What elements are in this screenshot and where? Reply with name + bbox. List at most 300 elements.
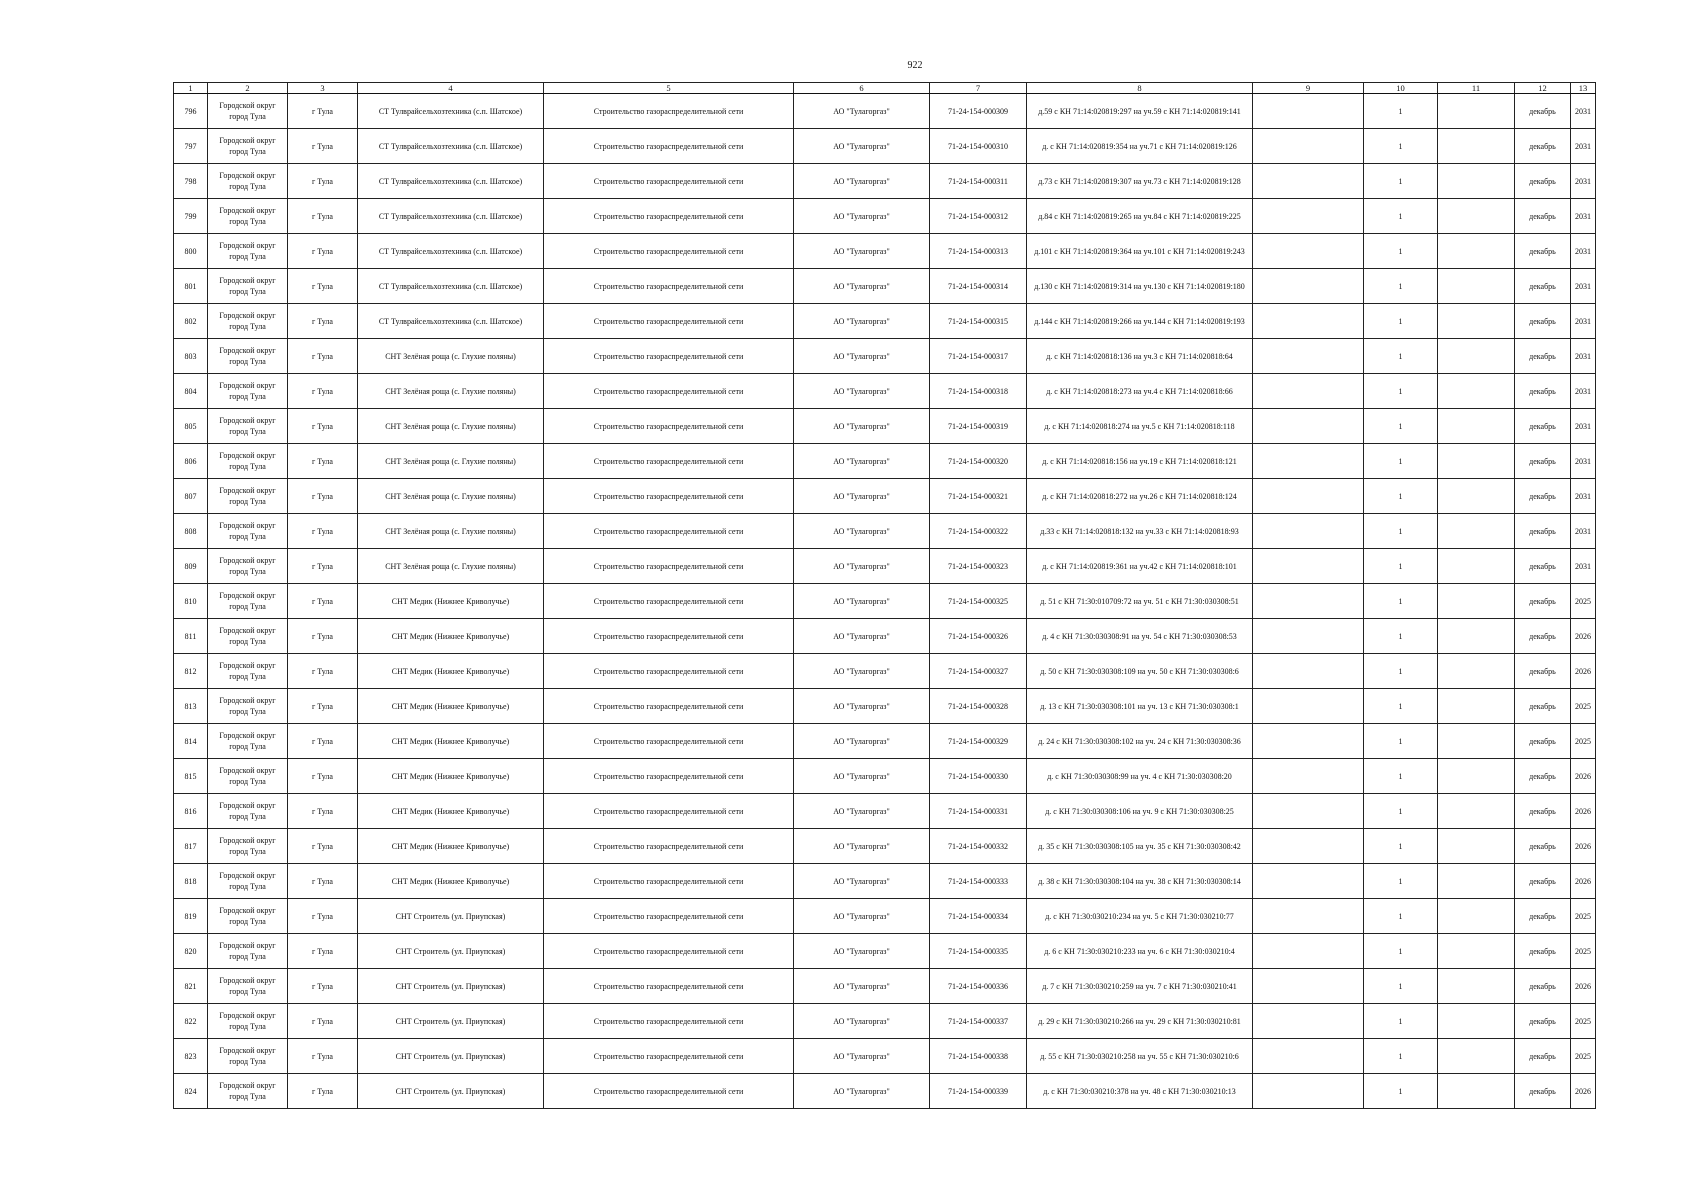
column-9-cell bbox=[1253, 1039, 1364, 1074]
column-9-cell bbox=[1253, 689, 1364, 724]
city-cell: г Тула bbox=[288, 759, 358, 794]
row-number-cell: 804 bbox=[174, 374, 208, 409]
work-type-cell: Строительство газораспределительной сети bbox=[544, 1039, 794, 1074]
table-row bbox=[174, 164, 1596, 199]
column-11-cell bbox=[1438, 199, 1515, 234]
cadastral-info-cell: д. с КН 71:14:020818:273 на уч.4 с КН 71:14:020818:66 bbox=[1027, 374, 1253, 409]
registry-code-cell: 71-24-154-000329 bbox=[930, 724, 1027, 759]
registry-code-cell: 71-24-154-000319 bbox=[930, 409, 1027, 444]
column-header-7: 7 bbox=[930, 83, 1027, 94]
registry-code-cell: 71-24-154-000323 bbox=[930, 549, 1027, 584]
work-type-cell: Строительство газораспределительной сети bbox=[544, 724, 794, 759]
cadastral-info-cell: д. 29 с КН 71:30:030210:266 на уч. 29 с КН 71:30:030210:81 bbox=[1027, 1004, 1253, 1039]
work-type-cell: Строительство газораспределительной сети bbox=[544, 269, 794, 304]
quantity-cell: 1 bbox=[1364, 444, 1438, 479]
registry-code-cell: 71-24-154-000321 bbox=[930, 479, 1027, 514]
work-type-cell: Строительство газораспределительной сети bbox=[544, 199, 794, 234]
district-cell: Городской округ город Тула bbox=[208, 374, 288, 409]
district-cell: Городской округ город Тула bbox=[208, 794, 288, 829]
city-cell: г Тула bbox=[288, 129, 358, 164]
column-11-cell bbox=[1438, 689, 1515, 724]
column-header-13: 13 bbox=[1571, 83, 1596, 94]
work-type-cell: Строительство газораспределительной сети bbox=[544, 899, 794, 934]
city-cell: г Тула bbox=[288, 444, 358, 479]
column-header-1: 1 bbox=[174, 83, 208, 94]
table-row bbox=[174, 724, 1596, 759]
column-header-8: 8 bbox=[1027, 83, 1253, 94]
column-9-cell bbox=[1253, 444, 1364, 479]
settlement-name-cell: СНТ Медик (Нижнее Криволучье) bbox=[358, 619, 544, 654]
district-cell: Городской округ город Тула bbox=[208, 444, 288, 479]
settlement-name-cell: СНТ Зелёная роща (с. Глухие поляны) bbox=[358, 479, 544, 514]
district-cell: Городской округ город Тула bbox=[208, 584, 288, 619]
table-row bbox=[174, 829, 1596, 864]
work-type-cell: Строительство газораспределительной сети bbox=[544, 444, 794, 479]
organization-cell: АО "Тулагоргаз" bbox=[794, 899, 930, 934]
cadastral-info-cell: д. 6 с КН 71:30:030210:233 на уч. 6 с КН 71:30:030210:4 bbox=[1027, 934, 1253, 969]
organization-cell: АО "Тулагоргаз" bbox=[794, 829, 930, 864]
registry-code-cell: 71-24-154-000338 bbox=[930, 1039, 1027, 1074]
column-number-header bbox=[174, 83, 1596, 94]
year-cell: 2026 bbox=[1571, 864, 1596, 899]
work-type-cell: Строительство газораспределительной сети bbox=[544, 829, 794, 864]
column-11-cell bbox=[1438, 829, 1515, 864]
row-number-cell: 798 bbox=[174, 164, 208, 199]
registry-code-cell: 71-24-154-000331 bbox=[930, 794, 1027, 829]
work-type-cell: Строительство газораспределительной сети bbox=[544, 584, 794, 619]
year-cell: 2025 bbox=[1571, 1039, 1596, 1074]
year-cell: 2031 bbox=[1571, 129, 1596, 164]
column-11-cell bbox=[1438, 549, 1515, 584]
work-type-cell: Строительство газораспределительной сети bbox=[544, 409, 794, 444]
column-header-2: 2 bbox=[208, 83, 288, 94]
settlement-name-cell: СТ Тулврайсельхозтехника (с.п. Шатское) bbox=[358, 129, 544, 164]
registry-code-cell: 71-24-154-000315 bbox=[930, 304, 1027, 339]
cadastral-info-cell: д. с КН 71:30:030210:378 на уч. 48 с КН 71:30:030210:13 bbox=[1027, 1074, 1253, 1109]
row-number-cell: 805 bbox=[174, 409, 208, 444]
registry-code-cell: 71-24-154-000339 bbox=[930, 1074, 1027, 1109]
quantity-cell: 1 bbox=[1364, 619, 1438, 654]
row-number-cell: 809 bbox=[174, 549, 208, 584]
row-number-cell: 799 bbox=[174, 199, 208, 234]
year-cell: 2031 bbox=[1571, 479, 1596, 514]
row-number-cell: 802 bbox=[174, 304, 208, 339]
row-number-cell: 821 bbox=[174, 969, 208, 1004]
column-9-cell bbox=[1253, 269, 1364, 304]
organization-cell: АО "Тулагоргаз" bbox=[794, 269, 930, 304]
district-cell: Городской округ город Тула bbox=[208, 934, 288, 969]
row-number-cell: 814 bbox=[174, 724, 208, 759]
column-9-cell bbox=[1253, 129, 1364, 164]
settlement-name-cell: СНТ Строитель (ул. Приупская) bbox=[358, 1039, 544, 1074]
row-number-cell: 818 bbox=[174, 864, 208, 899]
settlement-name-cell: СНТ Зелёная роща (с. Глухие поляны) bbox=[358, 514, 544, 549]
cadastral-info-cell: д.73 с КН 71:14:020819:307 на уч.73 с КН 71:14:020819:128 bbox=[1027, 164, 1253, 199]
row-number-cell: 815 bbox=[174, 759, 208, 794]
year-cell: 2025 bbox=[1571, 584, 1596, 619]
row-number-cell: 819 bbox=[174, 899, 208, 934]
column-11-cell bbox=[1438, 129, 1515, 164]
work-type-cell: Строительство газораспределительной сети bbox=[544, 969, 794, 1004]
organization-cell: АО "Тулагоргаз" bbox=[794, 199, 930, 234]
column-11-cell bbox=[1438, 619, 1515, 654]
column-9-cell bbox=[1253, 479, 1364, 514]
organization-cell: АО "Тулагоргаз" bbox=[794, 794, 930, 829]
column-header-5: 5 bbox=[544, 83, 794, 94]
work-type-cell: Строительство газораспределительной сети bbox=[544, 794, 794, 829]
settlement-name-cell: СНТ Медик (Нижнее Криволучье) bbox=[358, 654, 544, 689]
cadastral-info-cell: д.144 с КН 71:14:020819:266 на уч.144 с КН 71:14:020819:193 bbox=[1027, 304, 1253, 339]
quantity-cell: 1 bbox=[1364, 934, 1438, 969]
registry-code-cell: 71-24-154-000333 bbox=[930, 864, 1027, 899]
month-cell: декабрь bbox=[1515, 689, 1571, 724]
table-row bbox=[174, 304, 1596, 339]
column-11-cell bbox=[1438, 304, 1515, 339]
district-cell: Городской округ город Тула bbox=[208, 689, 288, 724]
column-header-4: 4 bbox=[358, 83, 544, 94]
organization-cell: АО "Тулагоргаз" bbox=[794, 444, 930, 479]
month-cell: декабрь bbox=[1515, 584, 1571, 619]
column-header-6: 6 bbox=[794, 83, 930, 94]
registry-code-cell: 71-24-154-000322 bbox=[930, 514, 1027, 549]
month-cell: декабрь bbox=[1515, 864, 1571, 899]
organization-cell: АО "Тулагоргаз" bbox=[794, 1039, 930, 1074]
quantity-cell: 1 bbox=[1364, 759, 1438, 794]
table-row bbox=[174, 549, 1596, 584]
district-cell: Городской округ город Тула bbox=[208, 969, 288, 1004]
organization-cell: АО "Тулагоргаз" bbox=[794, 864, 930, 899]
settlement-name-cell: СТ Тулврайсельхозтехника (с.п. Шатское) bbox=[358, 164, 544, 199]
work-type-cell: Строительство газораспределительной сети bbox=[544, 864, 794, 899]
row-number-cell: 806 bbox=[174, 444, 208, 479]
registry-code-cell: 71-24-154-000318 bbox=[930, 374, 1027, 409]
district-cell: Городской округ город Тула bbox=[208, 759, 288, 794]
month-cell: декабрь bbox=[1515, 619, 1571, 654]
cadastral-info-cell: д. с КН 71:14:020819:354 на уч.71 с КН 71:14:020819:126 bbox=[1027, 129, 1253, 164]
organization-cell: АО "Тулагоргаз" bbox=[794, 164, 930, 199]
district-cell: Городской округ город Тула bbox=[208, 199, 288, 234]
table-row bbox=[174, 234, 1596, 269]
district-cell: Городской округ город Тула bbox=[208, 164, 288, 199]
table-row bbox=[174, 374, 1596, 409]
cadastral-info-cell: д. 35 с КН 71:30:030308:105 на уч. 35 с КН 71:30:030308:42 bbox=[1027, 829, 1253, 864]
city-cell: г Тула bbox=[288, 969, 358, 1004]
column-11-cell bbox=[1438, 94, 1515, 129]
settlement-name-cell: СТ Тулврайсельхозтехника (с.п. Шатское) bbox=[358, 94, 544, 129]
column-header-9: 9 bbox=[1253, 83, 1364, 94]
settlement-name-cell: СНТ Медик (Нижнее Криволучье) bbox=[358, 864, 544, 899]
district-cell: Городской округ город Тула bbox=[208, 514, 288, 549]
organization-cell: АО "Тулагоргаз" bbox=[794, 724, 930, 759]
column-11-cell bbox=[1438, 514, 1515, 549]
row-number-cell: 813 bbox=[174, 689, 208, 724]
column-11-cell bbox=[1438, 164, 1515, 199]
registry-code-cell: 71-24-154-000311 bbox=[930, 164, 1027, 199]
year-cell: 2026 bbox=[1571, 829, 1596, 864]
quantity-cell: 1 bbox=[1364, 129, 1438, 164]
district-cell: Городской округ город Тула bbox=[208, 619, 288, 654]
year-cell: 2026 bbox=[1571, 619, 1596, 654]
quantity-cell: 1 bbox=[1364, 199, 1438, 234]
district-cell: Городской округ город Тула bbox=[208, 1004, 288, 1039]
month-cell: декабрь bbox=[1515, 794, 1571, 829]
organization-cell: АО "Тулагоргаз" bbox=[794, 479, 930, 514]
table-row bbox=[174, 1039, 1596, 1074]
registry-code-cell: 71-24-154-000314 bbox=[930, 269, 1027, 304]
city-cell: г Тула bbox=[288, 164, 358, 199]
work-type-cell: Строительство газораспределительной сети bbox=[544, 129, 794, 164]
quantity-cell: 1 bbox=[1364, 94, 1438, 129]
settlement-name-cell: СТ Тулврайсельхозтехника (с.п. Шатское) bbox=[358, 234, 544, 269]
registry-code-cell: 71-24-154-000327 bbox=[930, 654, 1027, 689]
cadastral-info-cell: д. с КН 71:14:020818:156 на уч.19 с КН 71:14:020818:121 bbox=[1027, 444, 1253, 479]
quantity-cell: 1 bbox=[1364, 164, 1438, 199]
city-cell: г Тула bbox=[288, 479, 358, 514]
column-9-cell bbox=[1253, 549, 1364, 584]
year-cell: 2026 bbox=[1571, 759, 1596, 794]
organization-cell: АО "Тулагоргаз" bbox=[794, 409, 930, 444]
organization-cell: АО "Тулагоргаз" bbox=[794, 304, 930, 339]
cadastral-info-cell: д. с КН 71:14:020818:272 на уч.26 с КН 71:14:020818:124 bbox=[1027, 479, 1253, 514]
cadastral-info-cell: д.101 с КН 71:14:020819:364 на уч.101 с КН 71:14:020819:243 bbox=[1027, 234, 1253, 269]
settlement-name-cell: СНТ Строитель (ул. Приупская) bbox=[358, 969, 544, 1004]
organization-cell: АО "Тулагоргаз" bbox=[794, 1074, 930, 1109]
registry-code-cell: 71-24-154-000334 bbox=[930, 899, 1027, 934]
registry-code-cell: 71-24-154-000312 bbox=[930, 199, 1027, 234]
table-row bbox=[174, 339, 1596, 374]
row-number-cell: 812 bbox=[174, 654, 208, 689]
table-row bbox=[174, 1074, 1596, 1109]
city-cell: г Тула bbox=[288, 409, 358, 444]
year-cell: 2025 bbox=[1571, 1004, 1596, 1039]
month-cell: декабрь bbox=[1515, 409, 1571, 444]
cadastral-info-cell: д. 38 с КН 71:30:030308:104 на уч. 38 с КН 71:30:030308:14 bbox=[1027, 864, 1253, 899]
column-11-cell bbox=[1438, 1074, 1515, 1109]
cadastral-info-cell: д. с КН 71:14:020818:136 на уч.3 с КН 71:14:020818:64 bbox=[1027, 339, 1253, 374]
district-cell: Городской округ город Тула bbox=[208, 409, 288, 444]
table-row bbox=[174, 934, 1596, 969]
cadastral-info-cell: д.33 с КН 71:14:020818:132 на уч.33 с КН 71:14:020818:93 bbox=[1027, 514, 1253, 549]
column-9-cell bbox=[1253, 864, 1364, 899]
month-cell: декабрь bbox=[1515, 934, 1571, 969]
month-cell: декабрь bbox=[1515, 304, 1571, 339]
year-cell: 2031 bbox=[1571, 549, 1596, 584]
column-11-cell bbox=[1438, 339, 1515, 374]
year-cell: 2025 bbox=[1571, 689, 1596, 724]
quantity-cell: 1 bbox=[1364, 234, 1438, 269]
cadastral-info-cell: д.130 с КН 71:14:020819:314 на уч.130 с КН 71:14:020819:180 bbox=[1027, 269, 1253, 304]
row-number-cell: 824 bbox=[174, 1074, 208, 1109]
city-cell: г Тула bbox=[288, 1004, 358, 1039]
organization-cell: АО "Тулагоргаз" bbox=[794, 584, 930, 619]
month-cell: декабрь bbox=[1515, 1004, 1571, 1039]
settlement-name-cell: СНТ Медик (Нижнее Криволучье) bbox=[358, 794, 544, 829]
quantity-cell: 1 bbox=[1364, 304, 1438, 339]
table-row bbox=[174, 94, 1596, 129]
district-cell: Городской округ город Тула bbox=[208, 479, 288, 514]
column-9-cell bbox=[1253, 654, 1364, 689]
row-number-cell: 816 bbox=[174, 794, 208, 829]
year-cell: 2031 bbox=[1571, 304, 1596, 339]
year-cell: 2025 bbox=[1571, 934, 1596, 969]
work-type-cell: Строительство газораспределительной сети bbox=[544, 479, 794, 514]
column-9-cell bbox=[1253, 794, 1364, 829]
column-11-cell bbox=[1438, 479, 1515, 514]
settlement-name-cell: СНТ Строитель (ул. Приупская) bbox=[358, 899, 544, 934]
registry-code-cell: 71-24-154-000332 bbox=[930, 829, 1027, 864]
table-row bbox=[174, 1004, 1596, 1039]
table-row bbox=[174, 409, 1596, 444]
year-cell: 2026 bbox=[1571, 794, 1596, 829]
settlement-name-cell: СНТ Зелёная роща (с. Глухие поляны) bbox=[358, 444, 544, 479]
row-number-cell: 808 bbox=[174, 514, 208, 549]
year-cell: 2025 bbox=[1571, 899, 1596, 934]
organization-cell: АО "Тулагоргаз" bbox=[794, 619, 930, 654]
year-cell: 2031 bbox=[1571, 94, 1596, 129]
column-9-cell bbox=[1253, 409, 1364, 444]
city-cell: г Тула bbox=[288, 619, 358, 654]
table-row bbox=[174, 129, 1596, 164]
year-cell: 2031 bbox=[1571, 199, 1596, 234]
settlement-name-cell: СНТ Зелёная роща (с. Глухие поляны) bbox=[358, 549, 544, 584]
column-header-10: 10 bbox=[1364, 83, 1438, 94]
cadastral-info-cell: д. с КН 71:30:030308:106 на уч. 9 с КН 71:30:030308:25 bbox=[1027, 794, 1253, 829]
column-11-cell bbox=[1438, 1004, 1515, 1039]
district-cell: Городской округ город Тула bbox=[208, 829, 288, 864]
month-cell: декабрь bbox=[1515, 1039, 1571, 1074]
district-cell: Городской округ город Тула bbox=[208, 1039, 288, 1074]
settlement-name-cell: СНТ Медик (Нижнее Криволучье) bbox=[358, 724, 544, 759]
row-number-cell: 801 bbox=[174, 269, 208, 304]
column-9-cell bbox=[1253, 1074, 1364, 1109]
row-number-cell: 797 bbox=[174, 129, 208, 164]
column-9-cell bbox=[1253, 619, 1364, 654]
settlement-name-cell: СТ Тулврайсельхозтехника (с.п. Шатское) bbox=[358, 269, 544, 304]
column-11-cell bbox=[1438, 864, 1515, 899]
registry-code-cell: 71-24-154-000336 bbox=[930, 969, 1027, 1004]
city-cell: г Тула bbox=[288, 654, 358, 689]
city-cell: г Тула bbox=[288, 724, 358, 759]
year-cell: 2031 bbox=[1571, 409, 1596, 444]
registry-code-cell: 71-24-154-000325 bbox=[930, 584, 1027, 619]
cadastral-info-cell: д. с КН 71:14:020819:361 на уч.42 с КН 71:14:020818:101 bbox=[1027, 549, 1253, 584]
city-cell: г Тула bbox=[288, 899, 358, 934]
column-11-cell bbox=[1438, 374, 1515, 409]
month-cell: декабрь bbox=[1515, 374, 1571, 409]
table-row bbox=[174, 479, 1596, 514]
year-cell: 2031 bbox=[1571, 164, 1596, 199]
quantity-cell: 1 bbox=[1364, 339, 1438, 374]
work-type-cell: Строительство газораспределительной сети bbox=[544, 164, 794, 199]
registry-code-cell: 71-24-154-000320 bbox=[930, 444, 1027, 479]
column-9-cell bbox=[1253, 724, 1364, 759]
quantity-cell: 1 bbox=[1364, 1074, 1438, 1109]
registry-code-cell: 71-24-154-000330 bbox=[930, 759, 1027, 794]
month-cell: декабрь bbox=[1515, 129, 1571, 164]
quantity-cell: 1 bbox=[1364, 724, 1438, 759]
month-cell: декабрь bbox=[1515, 1074, 1571, 1109]
month-cell: декабрь bbox=[1515, 899, 1571, 934]
column-9-cell bbox=[1253, 374, 1364, 409]
column-header-3: 3 bbox=[288, 83, 358, 94]
month-cell: декабрь bbox=[1515, 724, 1571, 759]
city-cell: г Тула bbox=[288, 864, 358, 899]
year-cell: 2031 bbox=[1571, 444, 1596, 479]
work-type-cell: Строительство газораспределительной сети bbox=[544, 619, 794, 654]
organization-cell: АО "Тулагоргаз" bbox=[794, 549, 930, 584]
column-9-cell bbox=[1253, 584, 1364, 619]
city-cell: г Тула bbox=[288, 304, 358, 339]
quantity-cell: 1 bbox=[1364, 689, 1438, 724]
row-number-cell: 823 bbox=[174, 1039, 208, 1074]
cadastral-info-cell: д. 50 с КН 71:30:030308:109 на уч. 50 с КН 71:30:030308:6 bbox=[1027, 654, 1253, 689]
column-11-cell bbox=[1438, 969, 1515, 1004]
row-number-cell: 822 bbox=[174, 1004, 208, 1039]
registry-code-cell: 71-24-154-000310 bbox=[930, 129, 1027, 164]
column-9-cell bbox=[1253, 1004, 1364, 1039]
city-cell: г Тула bbox=[288, 1074, 358, 1109]
cadastral-info-cell: д.59 с КН 71:14:020819:297 на уч.59 с КН 71:14:020819:141 bbox=[1027, 94, 1253, 129]
column-9-cell bbox=[1253, 969, 1364, 1004]
cadastral-info-cell: д. 51 с КН 71:30:010709:72 на уч. 51 с КН 71:30:030308:51 bbox=[1027, 584, 1253, 619]
cadastral-info-cell: д. с КН 71:30:030210:234 на уч. 5 с КН 71:30:030210:77 bbox=[1027, 899, 1253, 934]
column-9-cell bbox=[1253, 304, 1364, 339]
year-cell: 2026 bbox=[1571, 969, 1596, 1004]
row-number-cell: 817 bbox=[174, 829, 208, 864]
district-cell: Городской округ город Тула bbox=[208, 129, 288, 164]
quantity-cell: 1 bbox=[1364, 899, 1438, 934]
quantity-cell: 1 bbox=[1364, 654, 1438, 689]
district-cell: Городской округ город Тула bbox=[208, 339, 288, 374]
quantity-cell: 1 bbox=[1364, 829, 1438, 864]
city-cell: г Тула bbox=[288, 94, 358, 129]
table-row bbox=[174, 969, 1596, 1004]
district-cell: Городской округ город Тула bbox=[208, 269, 288, 304]
organization-cell: АО "Тулагоргаз" bbox=[794, 129, 930, 164]
column-11-cell bbox=[1438, 794, 1515, 829]
registry-code-cell: 71-24-154-000335 bbox=[930, 934, 1027, 969]
quantity-cell: 1 bbox=[1364, 864, 1438, 899]
quantity-cell: 1 bbox=[1364, 794, 1438, 829]
organization-cell: АО "Тулагоргаз" bbox=[794, 759, 930, 794]
work-type-cell: Строительство газораспределительной сети bbox=[544, 94, 794, 129]
column-11-cell bbox=[1438, 759, 1515, 794]
organization-cell: АО "Тулагоргаз" bbox=[794, 94, 930, 129]
settlement-name-cell: СНТ Зелёная роща (с. Глухие поляны) bbox=[358, 374, 544, 409]
column-9-cell bbox=[1253, 164, 1364, 199]
settlement-name-cell: СТ Тулврайсельхозтехника (с.п. Шатское) bbox=[358, 304, 544, 339]
quantity-cell: 1 bbox=[1364, 969, 1438, 1004]
month-cell: декабрь bbox=[1515, 199, 1571, 234]
city-cell: г Тула bbox=[288, 199, 358, 234]
city-cell: г Тула bbox=[288, 549, 358, 584]
city-cell: г Тула bbox=[288, 339, 358, 374]
table-row bbox=[174, 689, 1596, 724]
year-cell: 2026 bbox=[1571, 1074, 1596, 1109]
settlement-name-cell: СНТ Зелёная роща (с. Глухие поляны) bbox=[358, 409, 544, 444]
column-9-cell bbox=[1253, 94, 1364, 129]
gas-network-table bbox=[173, 82, 1596, 1109]
work-type-cell: Строительство газораспределительной сети bbox=[544, 304, 794, 339]
year-cell: 2026 bbox=[1571, 654, 1596, 689]
settlement-name-cell: СНТ Строитель (ул. Приупская) bbox=[358, 934, 544, 969]
quantity-cell: 1 bbox=[1364, 514, 1438, 549]
year-cell: 2031 bbox=[1571, 514, 1596, 549]
table-row bbox=[174, 864, 1596, 899]
settlement-name-cell: СНТ Медик (Нижнее Криволучье) bbox=[358, 759, 544, 794]
column-11-cell bbox=[1438, 584, 1515, 619]
column-9-cell bbox=[1253, 234, 1364, 269]
